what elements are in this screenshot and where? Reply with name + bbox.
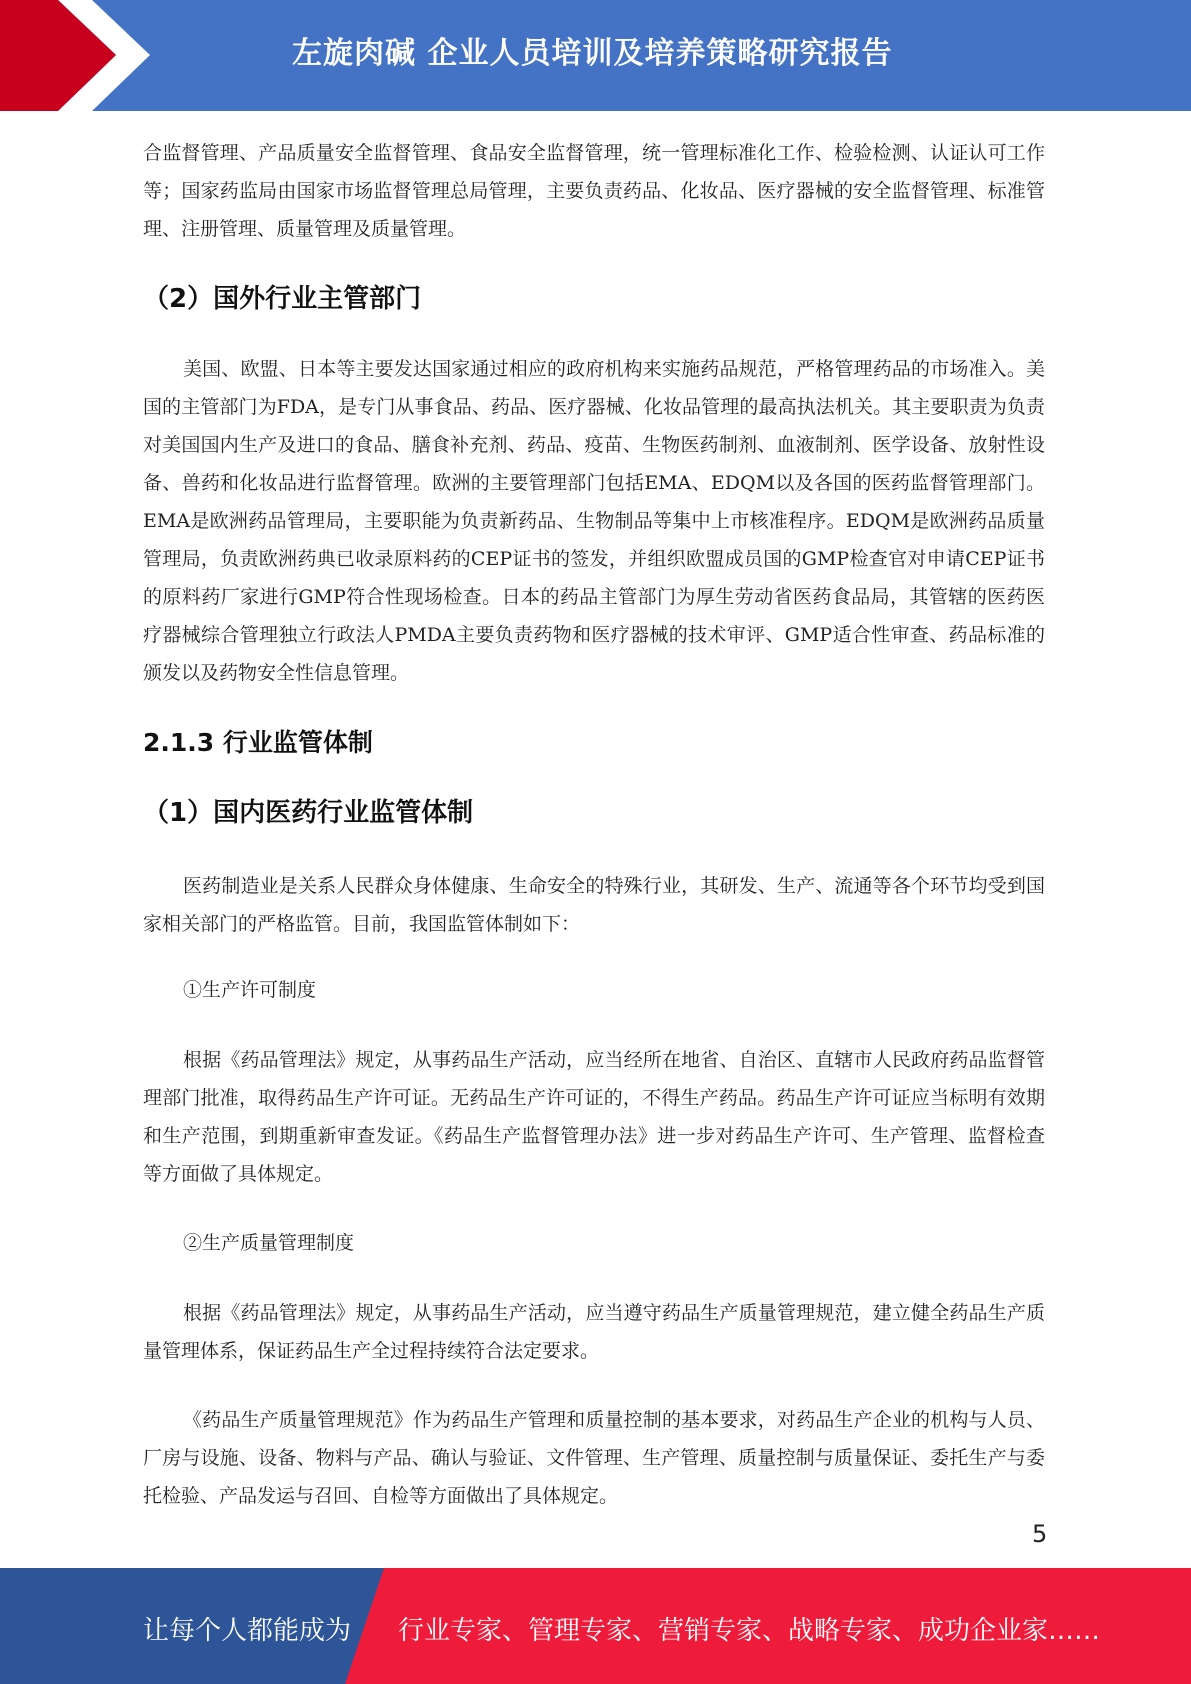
- item-quality-management: ②生产质量管理制度: [183, 1232, 355, 1254]
- item-1-block: [143, 971, 1045, 1009]
- intro-paragraph-block: [143, 134, 1045, 248]
- foreign-authorities-paragraph: 美国、欧盟、日本等主要发达国家通过相应的政府机构来实施药品规范，严格管理药品的市场准入。美国的主管部门为FDA，是专门从事食品、药品、医疗器械、化妆品管理的最高执法机关。其主要职责为负责对美国国内生产及进口的食品、膳食补充剂、药品、疫苗、生物医药制剂、血液制剂、医学设备、放射性设备、兽药和化妆品进行监督管理。欧洲的主要管理部门包括EMA、EDQM以及各国的医药监督管理部门。EMA是欧洲药品管理局，主要职能为负责新药品、生物制品等集中上市核准程序。EDQM是欧洲药品质量管理局，负责欧洲药典已收录原料药的CEP证书的签发，并组织欧盟成员国的GMP检查官对申请CEP证书的原料药厂家进行GMP符合性现场检查。日本的药品主管部门为厚生劳动省医药食品局，其管辖的医药医疗器械综合管理独立行政法人PMDA主要负责药物和医疗器械的技术审评、GMP适合性审查、药品标准的颁发以及药物安全性信息管理。: [143, 358, 1045, 684]
- gmp-paragraph: 《药品生产质量管理规范》作为药品生产管理和质量控制的基本要求，对药品生产企业的机构与人员、厂房与设施、设备、物料与产品、确认与验证、文件管理、生产管理、质量控制与质量保证、委托生产与委托检验、产品发运与召回、自检等方面做出了具体规定。: [143, 1409, 1045, 1507]
- footer-slogan-left: 让每个人都能成为: [143, 1616, 352, 1646]
- page-number: 5: [1032, 1520, 1048, 1548]
- item-1-paragraph-block: [143, 1041, 1045, 1193]
- page-footer: [0, 1568, 1191, 1684]
- quality-management-paragraph: 根据《药品管理法》规定，从事药品生产活动，应当遵守药品生产质量管理规范，建立健全药品生产质量管理体系，保证药品生产全过程持续符合法定要求。: [143, 1302, 1045, 1362]
- domestic-regulation-paragraph: 医药制造业是关系人民群众身体健康、生命安全的特殊行业，其研发、生产、流通等各个环节均受到国家相关部门的严格监管。目前，我国监管体制如下：: [143, 875, 1045, 935]
- section-heading-2-1-3: 2.1.3 行业监管体制: [143, 728, 373, 757]
- item-2-block: [143, 1224, 1045, 1262]
- heading-domestic-regulation: （1）国内医药行业监管体制: [143, 798, 474, 828]
- item-production-license: ①生产许可制度: [183, 979, 317, 1001]
- intro-paragraph: 合监督管理、产品质量安全监督管理、食品安全监督管理，统一管理标准化工作、检验检测、认证认可工作等；国家药监局由国家市场监督管理总局管理，主要负责药品、化妆品、医疗器械的安全监督管理、标准管理、注册管理、质量管理及质量管理。: [143, 142, 1045, 240]
- domestic-paragraph-block: [143, 867, 1045, 943]
- page-header: [0, 0, 1191, 111]
- foreign-paragraph-block: [143, 350, 1045, 692]
- item-2-paragraph-block: [143, 1294, 1045, 1370]
- gmp-paragraph-block: [143, 1401, 1045, 1515]
- heading-foreign-authorities: （2）国外行业主管部门: [143, 284, 422, 314]
- footer-slogan-right: 行业专家、管理专家、营销专家、战略专家、成功企业家……: [398, 1616, 1101, 1646]
- header-title: 左旋肉碱 企业人员培训及培养策略研究报告: [292, 36, 893, 71]
- production-license-paragraph: 根据《药品管理法》规定，从事药品生产活动，应当经所在地省、自治区、直辖市人民政府药品监督管理部门批准，取得药品生产许可证。无药品生产许可证的，不得生产药品。药品生产许可证应当标明有效期和生产范围，到期重新审查发证。《药品生产监督管理办法》进一步对药品生产许可、生产管理、监督检查等方面做了具体规定。: [143, 1049, 1045, 1185]
